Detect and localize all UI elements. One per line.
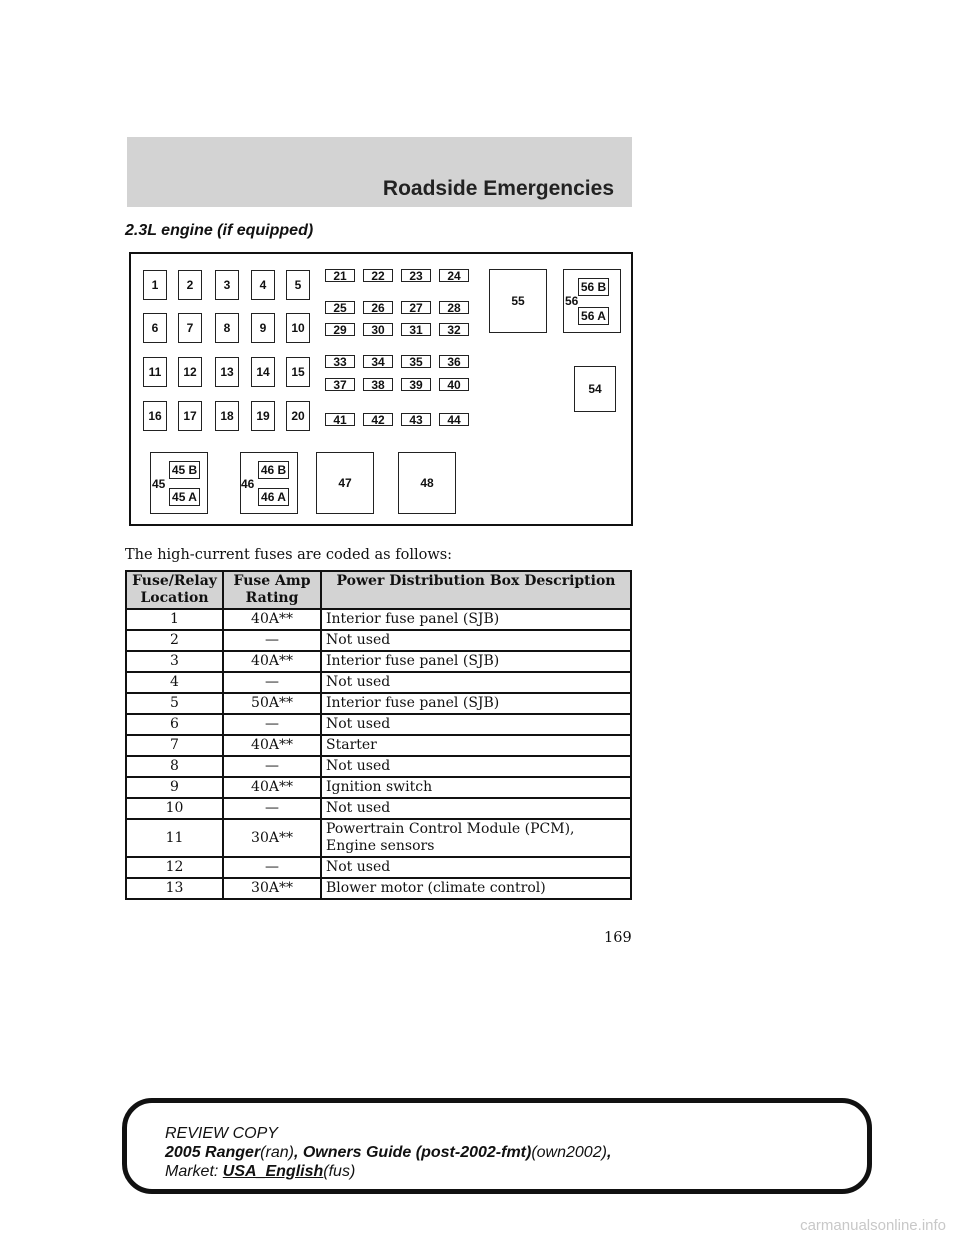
cell-rating: — bbox=[223, 756, 321, 777]
large-fuse: 2 bbox=[178, 270, 202, 300]
cell-description: Interior fuse panel (SJB) bbox=[321, 693, 631, 714]
relay-47: 47 bbox=[316, 452, 374, 514]
cell-location: 3 bbox=[126, 651, 223, 672]
large-fuse: 13 bbox=[215, 357, 239, 387]
table-row bbox=[126, 693, 631, 714]
mini-fuse: 30 bbox=[363, 323, 393, 336]
cell-rating: — bbox=[223, 672, 321, 693]
cell-description: Not used bbox=[321, 798, 631, 819]
relay-46a: 46 A bbox=[258, 488, 289, 506]
relay-46-label: 46 bbox=[241, 477, 255, 491]
mini-fuse: 27 bbox=[401, 301, 431, 314]
cell-rating: — bbox=[223, 857, 321, 878]
large-fuse: 9 bbox=[251, 313, 275, 343]
large-fuse: 7 bbox=[178, 313, 202, 343]
mini-fuse: 44 bbox=[439, 413, 469, 426]
relay-56a: 56 A bbox=[578, 307, 609, 325]
fuse-table bbox=[125, 570, 632, 900]
footer-market: USA_English bbox=[222, 1163, 324, 1180]
cell-description: Not used bbox=[321, 857, 631, 878]
large-fuse: 1 bbox=[143, 270, 167, 300]
column-header-rating: Fuse Amp Rating bbox=[223, 571, 321, 609]
mini-fuse: 22 bbox=[363, 269, 393, 282]
cell-location: 12 bbox=[126, 857, 223, 878]
cell-description: Interior fuse panel (SJB) bbox=[321, 651, 631, 672]
cell-description: Ignition switch bbox=[321, 777, 631, 798]
cell-description: Interior fuse panel (SJB) bbox=[321, 609, 631, 630]
mini-fuse: 42 bbox=[363, 413, 393, 426]
cell-location: 10 bbox=[126, 798, 223, 819]
large-fuse: 10 bbox=[286, 313, 310, 343]
relay-45b: 45 B bbox=[169, 461, 200, 479]
footer-guide-code: (own2002) bbox=[531, 1144, 607, 1161]
mini-fuse: 36 bbox=[439, 355, 469, 368]
mini-fuse: 24 bbox=[439, 269, 469, 282]
large-fuse: 6 bbox=[143, 313, 167, 343]
footer-vehicle: 2005 Ranger bbox=[165, 1144, 261, 1161]
table-row bbox=[126, 819, 631, 857]
large-fuse: 4 bbox=[251, 270, 275, 300]
cell-description: Not used bbox=[321, 756, 631, 777]
relay-45-label: 45 bbox=[152, 477, 166, 491]
footer-market-line bbox=[165, 1162, 611, 1181]
table-row bbox=[126, 672, 631, 693]
cell-description: Not used bbox=[321, 630, 631, 651]
cell-rating: 40A** bbox=[223, 651, 321, 672]
mini-fuse: 37 bbox=[325, 378, 355, 391]
cell-rating: 50A** bbox=[223, 693, 321, 714]
footer-vehicle-code: (ran) bbox=[260, 1144, 294, 1161]
large-fuse: 3 bbox=[215, 270, 239, 300]
table-row bbox=[126, 651, 631, 672]
relay-56b: 56 B bbox=[578, 278, 609, 296]
column-header-description: Power Distribution Box Description bbox=[321, 571, 631, 609]
footer-text bbox=[165, 1124, 611, 1181]
intro-text: The high-current fuses are coded as follows: bbox=[125, 547, 453, 563]
table-row bbox=[126, 735, 631, 756]
large-fuse: 8 bbox=[215, 313, 239, 343]
table-header-row bbox=[126, 571, 631, 609]
footer-market-code: (fus) bbox=[323, 1163, 356, 1180]
large-fuse: 11 bbox=[143, 357, 167, 387]
mini-fuse: 21 bbox=[325, 269, 355, 282]
relay-55: 55 bbox=[489, 269, 547, 333]
footer-review-copy: REVIEW COPY bbox=[165, 1125, 278, 1142]
table-row bbox=[126, 777, 631, 798]
large-fuse: 19 bbox=[251, 401, 275, 431]
cell-location: 13 bbox=[126, 878, 223, 899]
large-fuse: 5 bbox=[286, 270, 310, 300]
relay-45a: 45 A bbox=[169, 488, 200, 506]
cell-location: 4 bbox=[126, 672, 223, 693]
mini-fuse: 38 bbox=[363, 378, 393, 391]
header-band bbox=[127, 137, 632, 207]
cell-location: 11 bbox=[126, 819, 223, 857]
large-fuse: 12 bbox=[178, 357, 202, 387]
mini-fuse: 40 bbox=[439, 378, 469, 391]
cell-location: 6 bbox=[126, 714, 223, 735]
mini-fuse: 26 bbox=[363, 301, 393, 314]
cell-rating: — bbox=[223, 714, 321, 735]
mini-fuse: 33 bbox=[325, 355, 355, 368]
mini-fuse: 39 bbox=[401, 378, 431, 391]
cell-location: 8 bbox=[126, 756, 223, 777]
section-heading: 2.3L engine (if equipped) bbox=[125, 222, 314, 239]
cell-rating: — bbox=[223, 798, 321, 819]
large-fuse: 18 bbox=[215, 401, 239, 431]
cell-location: 2 bbox=[126, 630, 223, 651]
cell-rating: 30A** bbox=[223, 819, 321, 857]
cell-description: Not used bbox=[321, 672, 631, 693]
table-row bbox=[126, 756, 631, 777]
table-row bbox=[126, 630, 631, 651]
large-fuse: 17 bbox=[178, 401, 202, 431]
mini-fuse: 34 bbox=[363, 355, 393, 368]
cell-description: Powertrain Control Module (PCM), Engine sensors bbox=[321, 819, 631, 857]
page-number: 169 bbox=[604, 930, 632, 946]
large-fuse: 14 bbox=[251, 357, 275, 387]
mini-fuse: 28 bbox=[439, 301, 469, 314]
mini-fuse: 43 bbox=[401, 413, 431, 426]
relay-46b: 46 B bbox=[258, 461, 289, 479]
fuse-box-diagram bbox=[129, 252, 633, 526]
mini-fuse: 35 bbox=[401, 355, 431, 368]
mini-fuse: 29 bbox=[325, 323, 355, 336]
cell-description: Blower motor (climate control) bbox=[321, 878, 631, 899]
footer-guide: Owners Guide (post-2002-fmt) bbox=[302, 1144, 532, 1161]
large-fuse: 16 bbox=[143, 401, 167, 431]
cell-description: Not used bbox=[321, 714, 631, 735]
mini-fuse: 41 bbox=[325, 413, 355, 426]
mini-fuse: 25 bbox=[325, 301, 355, 314]
table-row bbox=[126, 857, 631, 878]
table-row bbox=[126, 609, 631, 630]
table-row bbox=[126, 798, 631, 819]
cell-rating: 40A** bbox=[223, 735, 321, 756]
mini-fuse: 23 bbox=[401, 269, 431, 282]
cell-rating: 40A** bbox=[223, 609, 321, 630]
page-header-title: Roadside Emergencies bbox=[382, 177, 614, 200]
cell-location: 9 bbox=[126, 777, 223, 798]
watermark[interactable]: carmanualsonline.info bbox=[800, 1217, 946, 1234]
cell-location: 5 bbox=[126, 693, 223, 714]
relay-56-label: 56 bbox=[565, 294, 579, 308]
cell-location: 1 bbox=[126, 609, 223, 630]
footer-market-label: Market: bbox=[165, 1163, 219, 1180]
relay-54: 54 bbox=[574, 366, 616, 412]
cell-location: 7 bbox=[126, 735, 223, 756]
column-header-location: Fuse/Relay Location bbox=[126, 571, 223, 609]
cell-rating: 30A** bbox=[223, 878, 321, 899]
table-row bbox=[126, 878, 631, 899]
large-fuse: 20 bbox=[286, 401, 310, 431]
footer-guide-line: 2005 Ranger(ran), Owners Guide (post-2002-fmt)(own2002), bbox=[165, 1144, 612, 1161]
table-row bbox=[126, 714, 631, 735]
cell-rating: — bbox=[223, 630, 321, 651]
mini-fuse: 32 bbox=[439, 323, 469, 336]
relay-48: 48 bbox=[398, 452, 456, 514]
mini-fuse: 31 bbox=[401, 323, 431, 336]
large-fuse: 15 bbox=[286, 357, 310, 387]
cell-description: Starter bbox=[321, 735, 631, 756]
cell-rating: 40A** bbox=[223, 777, 321, 798]
